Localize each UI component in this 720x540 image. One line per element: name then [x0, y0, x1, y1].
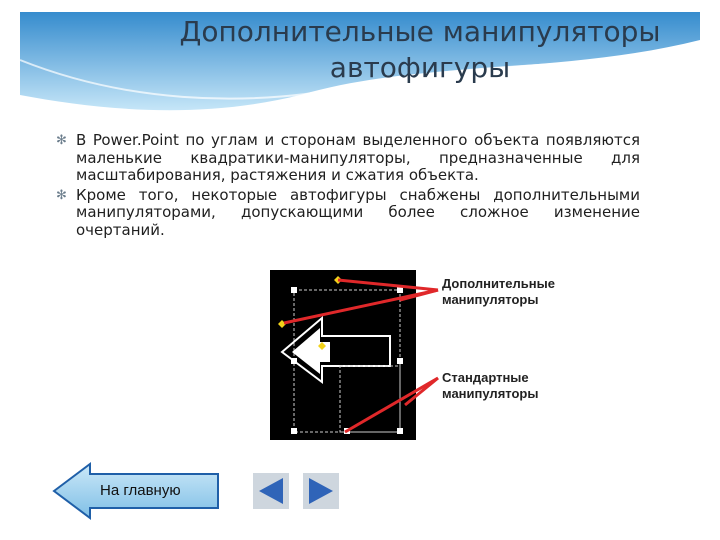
- standard-handle: [397, 428, 403, 434]
- callout-standard-handles: [442, 370, 538, 402]
- bullet-list: [58, 132, 640, 241]
- callout-extra-line-1: Дополнительные: [442, 276, 555, 291]
- standard-handle: [397, 287, 403, 293]
- title-line-1: Дополнительные манипуляторы: [179, 15, 661, 48]
- callout-standard-line-1: Стандартные: [442, 370, 529, 385]
- prev-slide-button[interactable]: [253, 473, 289, 509]
- home-button[interactable]: [52, 462, 220, 520]
- standard-handle: [291, 358, 297, 364]
- asterisk-icon: ✻: [56, 133, 67, 148]
- home-button-label: На главную: [100, 482, 181, 499]
- triangle-right-icon: [303, 473, 339, 509]
- callout-extra-line-2: манипуляторы: [442, 292, 539, 307]
- slide-title: [140, 14, 700, 86]
- asterisk-icon: ✻: [56, 187, 67, 203]
- bullet-text: Кроме того, некоторые автофигуры снабжены дополнительными манипуляторами, допускающими более сложное изменение очертаний.: [76, 185, 640, 239]
- title-line-2: автофигуры: [329, 51, 511, 84]
- adjustment-handle: [278, 320, 286, 328]
- callout-standard-line-2: манипуляторы: [442, 386, 539, 401]
- autoshape-example-image: [270, 270, 416, 440]
- standard-handle: [291, 428, 297, 434]
- bullet-text: В Power.Point по углам и сторонам выделенного объекта появляются маленькие квадратики-манипуляторы, предназначенные для масштабирования, растяжения и сжатия объекта.: [76, 131, 640, 184]
- standard-handle: [291, 287, 297, 293]
- next-slide-button[interactable]: [303, 473, 339, 509]
- standard-handle: [397, 358, 403, 364]
- adjustment-handle: [334, 276, 342, 284]
- bullet-item: [58, 132, 640, 185]
- triangle-left-icon: [253, 473, 289, 509]
- callout-extra-handles: [442, 276, 555, 308]
- bullet-item: [58, 187, 640, 240]
- standard-handle: [344, 428, 350, 434]
